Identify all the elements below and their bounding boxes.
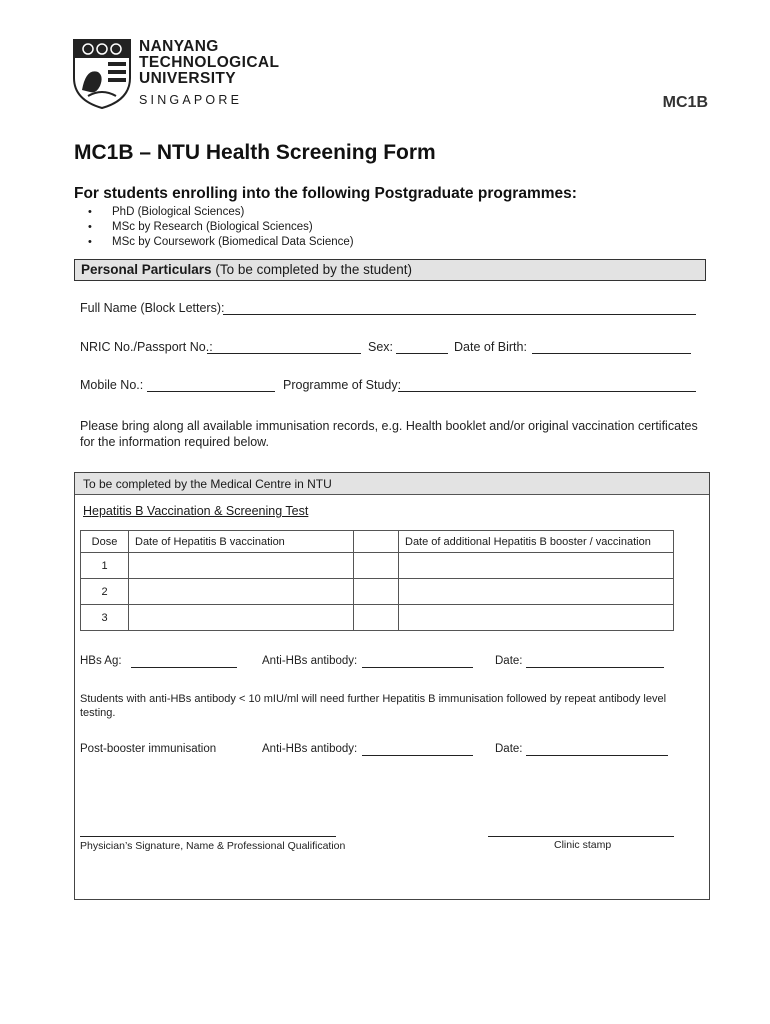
hepatitis-b-table bbox=[80, 530, 674, 631]
table-cell[interactable] bbox=[354, 553, 399, 579]
list-item: • PhD (Biological Sciences) bbox=[88, 205, 354, 220]
date-label: Date: bbox=[495, 655, 523, 667]
antibody-threshold-note: Students with anti-HBs antibody < 10 mIU/ml will need further Hepatitis B immunisation followed by repeat antibody level testing. bbox=[80, 693, 667, 719]
mobile-field[interactable] bbox=[147, 391, 275, 392]
anti-hbs-field[interactable] bbox=[362, 667, 473, 668]
anti-hbs-field-2[interactable] bbox=[362, 755, 473, 756]
hbs-ag-label: HBs Ag: bbox=[80, 655, 122, 667]
full-name-label: Full Name (Block Letters): bbox=[80, 301, 225, 315]
date-field-2[interactable] bbox=[526, 755, 668, 756]
university-name-line-1: NANYANG bbox=[139, 38, 219, 55]
sex-field[interactable] bbox=[396, 353, 448, 354]
table-cell[interactable] bbox=[129, 553, 354, 579]
table-row bbox=[81, 605, 674, 631]
list-item: • MSc by Research (Biological Sciences) bbox=[88, 220, 354, 235]
university-name-line-2: TECHNOLOGICAL bbox=[139, 54, 280, 71]
table-header: Dose bbox=[81, 531, 129, 553]
page-subtitle: For students enrolling into the following Postgraduate programmes: bbox=[74, 185, 577, 202]
anti-hbs-label: Anti-HBs antibody: bbox=[262, 655, 358, 667]
date-field[interactable] bbox=[526, 667, 664, 668]
table-cell[interactable] bbox=[399, 553, 674, 579]
table-header-row bbox=[81, 531, 674, 553]
physician-signature-label: Physician’s Signature, Name & Professional Qualification bbox=[80, 840, 346, 852]
university-name-line-3: UNIVERSITY bbox=[139, 70, 237, 87]
table-cell[interactable] bbox=[129, 605, 354, 631]
table-header: Date of Hepatitis B vaccination bbox=[129, 531, 354, 553]
form-code: MC1B bbox=[662, 94, 708, 111]
hbs-ag-field[interactable] bbox=[131, 667, 237, 668]
date-label-2: Date: bbox=[495, 743, 523, 755]
physician-signature-line[interactable] bbox=[80, 836, 336, 837]
personal-particulars-heading bbox=[74, 259, 706, 281]
table-row bbox=[81, 553, 674, 579]
table-header: Date of additional Hepatitis B booster / vaccination bbox=[399, 531, 674, 553]
clinic-stamp-line[interactable] bbox=[488, 836, 674, 837]
immunisation-note: Please bring along all available immunisation records, e.g. Health booklet and/or original vaccination certificates for the information required below. bbox=[80, 419, 698, 449]
university-name bbox=[139, 39, 279, 87]
medical-centre-heading: To be completed by the Medical Centre in NTU bbox=[75, 473, 709, 495]
table-row bbox=[81, 579, 674, 605]
full-name-field[interactable] bbox=[223, 314, 696, 315]
nric-label: NRIC No./Passport No.: bbox=[80, 340, 213, 354]
table-header bbox=[354, 531, 399, 553]
hepatitis-b-title: Hepatitis B Vaccination & Screening Test bbox=[83, 504, 309, 518]
table-cell: 1 bbox=[81, 553, 129, 579]
table-cell[interactable] bbox=[399, 579, 674, 605]
clinic-stamp-label: Clinic stamp bbox=[554, 839, 612, 851]
nric-field[interactable] bbox=[207, 353, 361, 354]
dob-label: Date of Birth: bbox=[454, 340, 527, 354]
anti-hbs-label-2: Anti-HBs antibody: bbox=[262, 743, 358, 755]
table-cell[interactable] bbox=[129, 579, 354, 605]
table-cell: 2 bbox=[81, 579, 129, 605]
university-country: SINGAPORE bbox=[139, 93, 243, 107]
dob-field[interactable] bbox=[532, 353, 691, 354]
ntu-logo-shield bbox=[72, 38, 132, 110]
personal-heading-rest: (To be completed by the student) bbox=[211, 262, 412, 277]
list-item: • MSc by Coursework (Biomedical Data Science) bbox=[88, 235, 354, 250]
post-booster-label: Post-booster immunisation bbox=[80, 743, 217, 755]
table-cell[interactable] bbox=[354, 605, 399, 631]
sex-label: Sex: bbox=[368, 340, 394, 354]
mobile-label: Mobile No.: bbox=[80, 378, 144, 392]
programme-list bbox=[88, 205, 354, 250]
personal-heading-bold: Personal Particulars bbox=[81, 262, 212, 277]
table-cell: 3 bbox=[81, 605, 129, 631]
table-cell[interactable] bbox=[354, 579, 399, 605]
page-title: MC1B – NTU Health Screening Form bbox=[74, 141, 436, 164]
programme-label: Programme of Study: bbox=[283, 378, 402, 392]
programme-field[interactable] bbox=[398, 391, 696, 392]
table-cell[interactable] bbox=[399, 605, 674, 631]
